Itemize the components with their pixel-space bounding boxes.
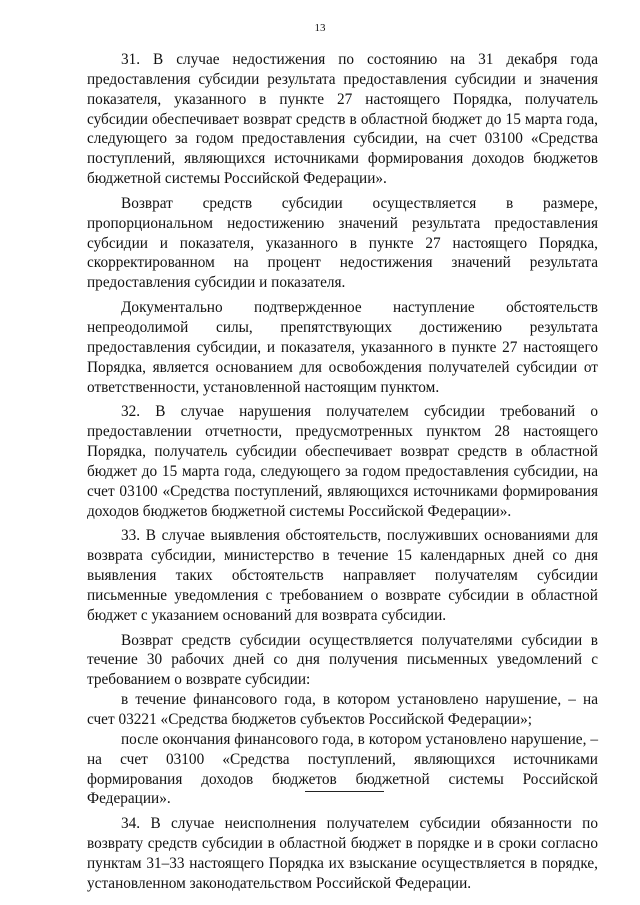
paragraph-31: 31. В случае недостижения по состоянию на 31 декабря года предоставления субсидии результата предоставления субсидии и значения показателя, указанного в пункте 27 настоящего Порядка, получатель субсидии обеспечивает возврат средств в областной бюджет до 15 марта года, следующего за годом предоставления субсидии, на счет 03100 «Средства поступлений, являющихся источниками формирования доходов бюджетов бюджетной системы Российской Федерации». [87,51,598,188]
paragraph-31-force-majeure: Документально подтвержденное наступление обстоятельств непреодолимой силы, препятствующих достижению результата предоставления субсидии, и показателя, указанного в пункте 27 настоящего Порядка, является основанием для освобождения получателей субсидии от ответственности, установленной настоящим пунктом. [87,299,598,396]
paragraph-32: 32. В случае нарушения получателем субсидии требований о предоставлении отчетности, предусмотренных пунктом 28 настоящего Порядка, получатель субсидии обеспечивает возврат средств в областной бюджет до 15 марта года, следующего за годом предоставления субсидии, на счет 03100 «Средства поступлений, являющихся источниками формирования доходов бюджетов бюджетной системы Российской Федерации». [87,403,598,520]
paragraph-33-after-year-account: после окончания финансового года, в котором установлено нарушение, – на счет 03100 «Средства поступлений, являющихся источниками формирования доходов бюджетов бюджетной системы Российской Федерации». [87,730,598,808]
paragraph-33-refund-term: Возврат средств субсидии осуществляется получателями субсидии в течение 30 рабочих дней со дня получения письменных уведомлений с требованием о возврате субсидии: [87,631,598,689]
end-separator-line [305,791,384,792]
document-body [87,50,598,894]
paragraph-33: 33. В случае выявления обстоятельств, послуживших основаниями для возврата субсидии, министерство в течение 15 календарных дней со дня выявления таких обстоятельств направляет получателям субсидии письменные уведомления с требованием о возврате субсидии в областной бюджет с указанием оснований для возврата субсидии. [87,527,598,624]
paragraph-34: 34. В случае неисполнения получателем субсидии обязанности по возврату средств субсидии в областной бюджет в порядке и в сроки согласно пунктам 31–33 настоящего Порядка их взыскание осуществляется в порядке, установленном законодательством Российской Федерации. [87,815,598,892]
page-number: 13 [314,22,326,34]
paragraph-33-current-year-account: в течение финансового года, в котором установлено нарушение, – на счет 03221 «Средства бюджетов субъектов Российской Федерации»; [87,691,598,728]
paragraph-31-refund-amount: Возврат средств субсидии осуществляется в размере, пропорциональном недостижению значений результата предоставления субсидии и показателя, указанного в пункте 27 настоящего Порядка, скорректированном на процент недостижения значений результата предоставления субсидии и показателя. [87,194,598,292]
